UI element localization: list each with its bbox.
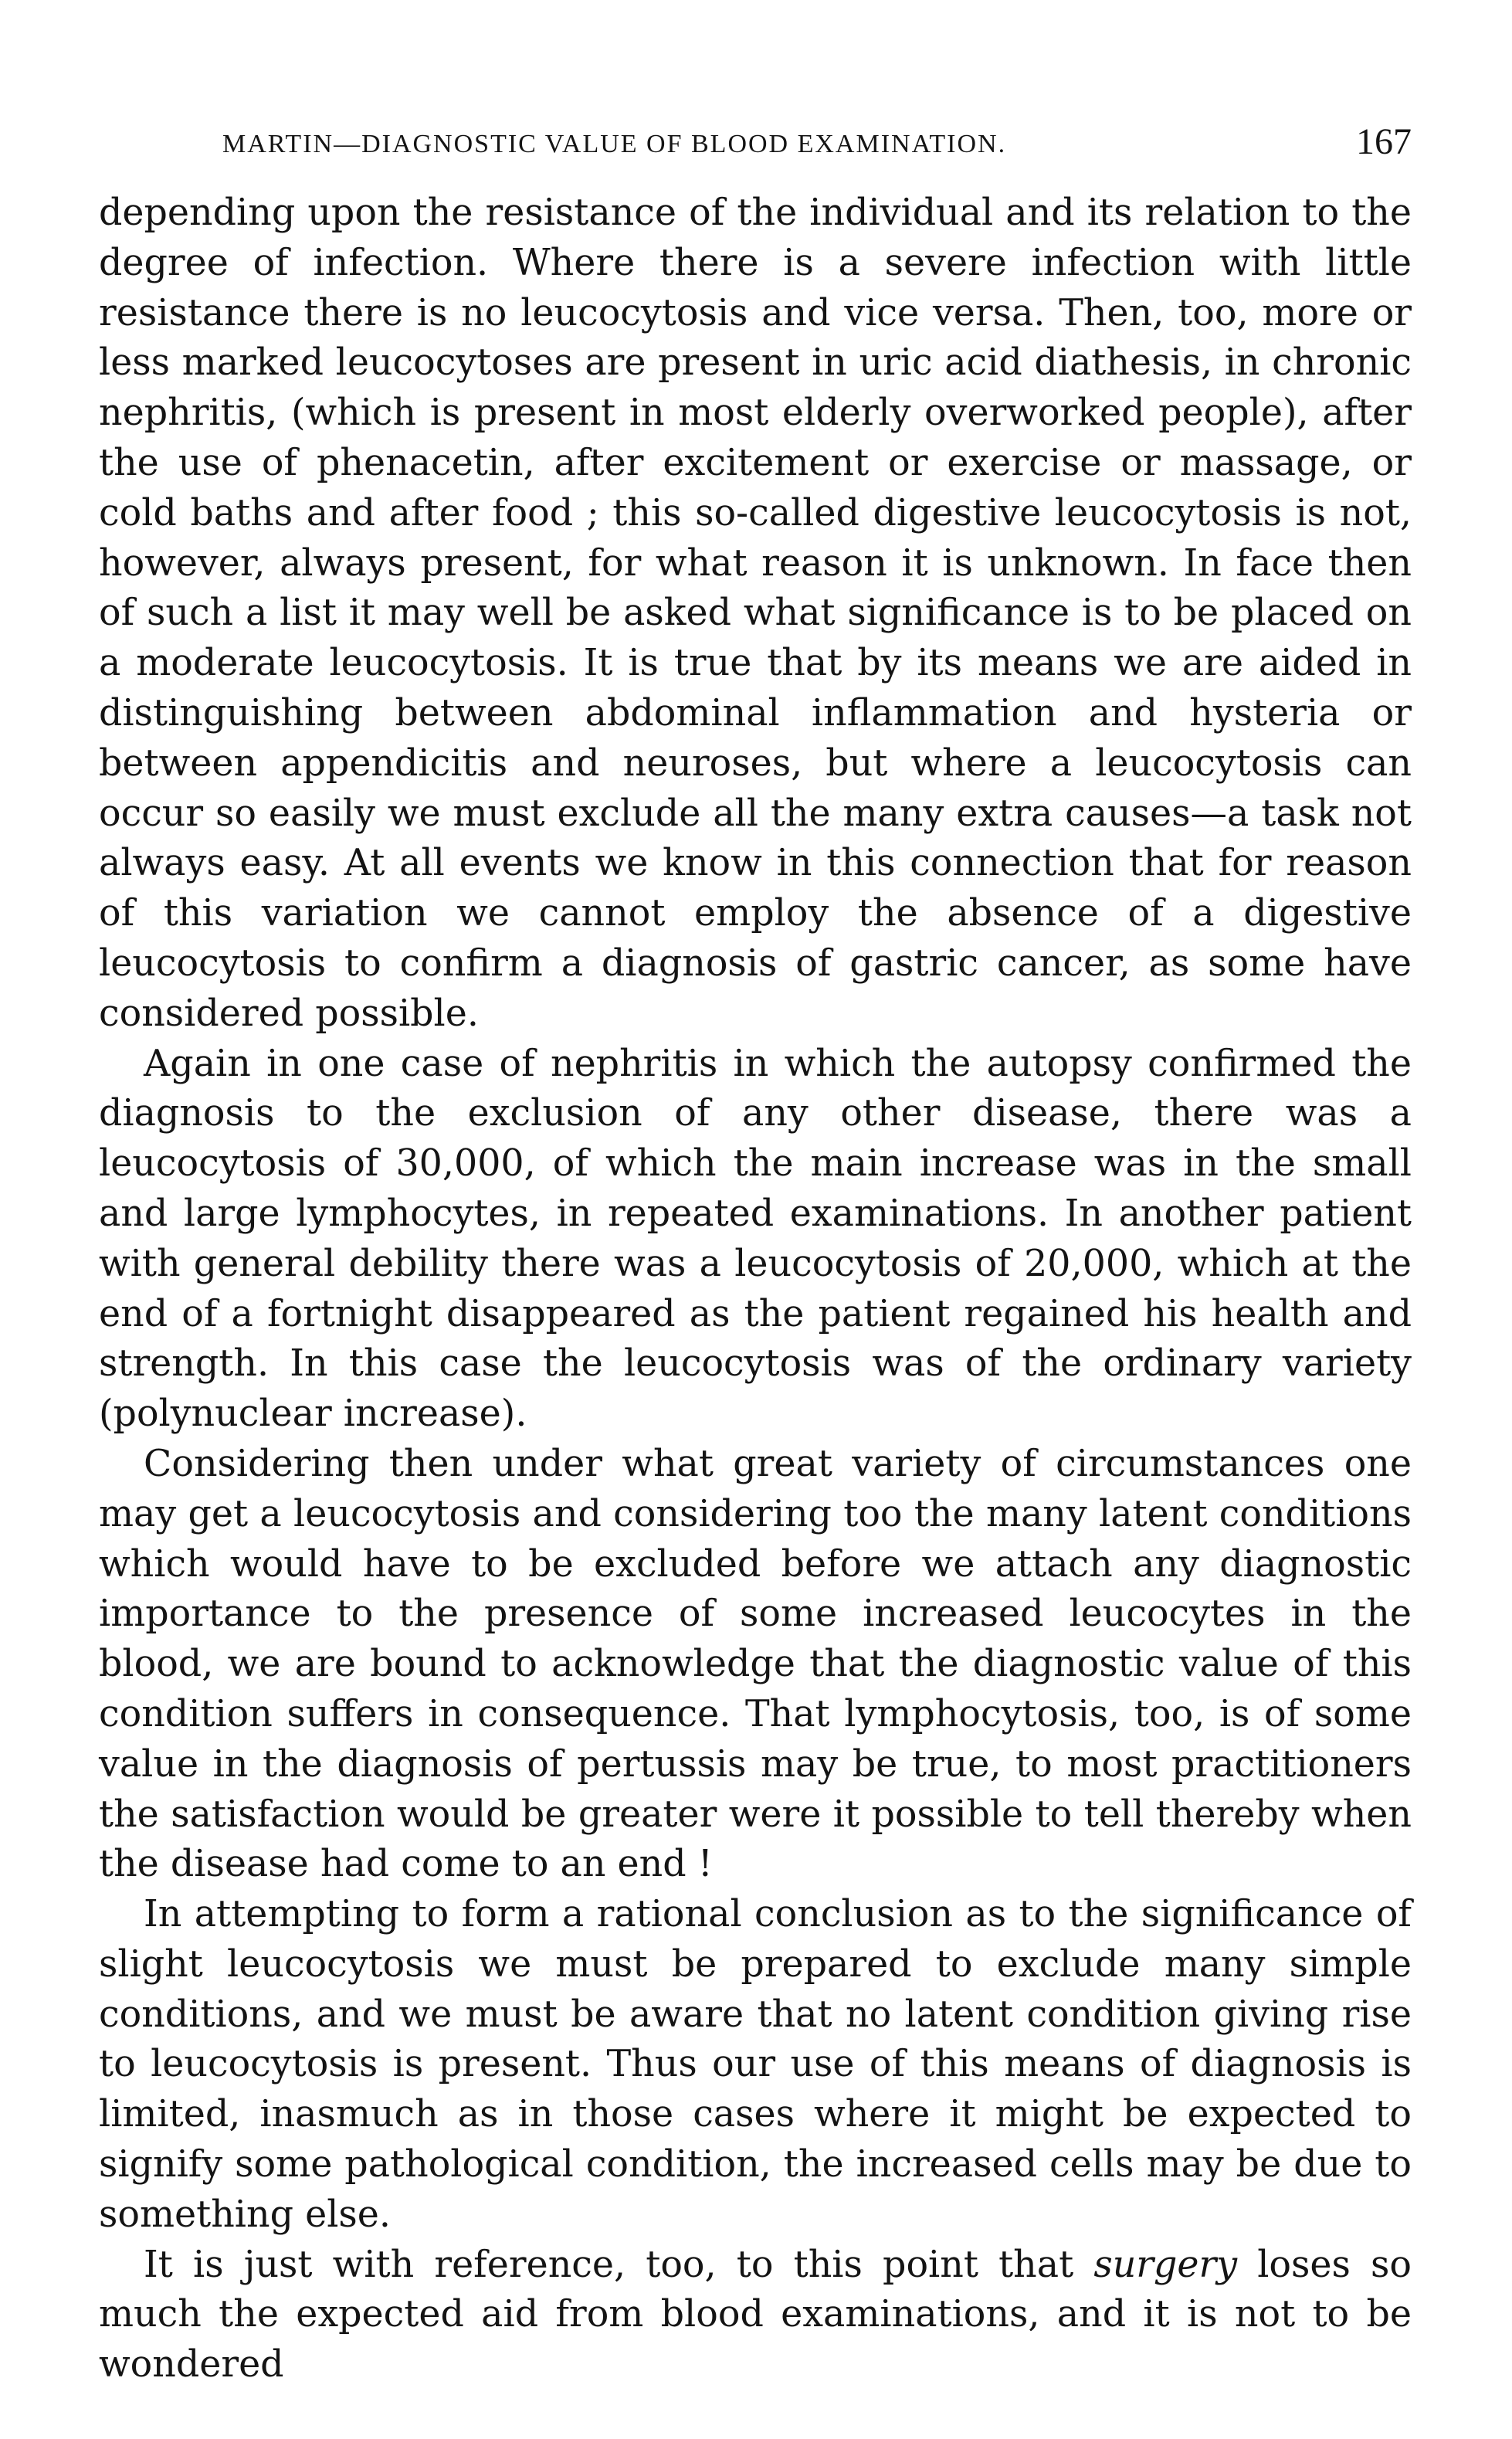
page-number: 167 [1356,121,1412,162]
paragraph-surgery [99,2241,1412,2390]
paragraph-continued: depending upon the resistance of the individual and its relation to the degree of infection. Where there is a severe infection with little resistance there is no leucocytosis and vice versa. Then, too, more or less marked leucocytoses are present in uric acid diathesis, in chronic nephritis, (which is present in most elderly overworked people), after the use of phenacetin, after excitement or exercise or massage, or cold baths and after food ; this so-called digestive leucocytosis is not, however, always present, for what reason it is unknown. In face then of such a list it may well be asked what significance is to be placed on a moderate leucocytosis. It is true that by its means we are aided in distinguishing between abdominal inflammation and hysteria or between appendicitis and neuroses, but where a leucocytosis can occur so easily we must exclude all the many extra causes—a task not always easy. At all events we know in this connection that for reason of this variation we cannot employ the absence of a digestive leucocytosis to confirm a diagnosis of gastric cancer, as some have considered possible. [99,192,1412,1035]
paragraph-surgery-start: It is just with reference, too, to this point that [144,2243,1094,2286]
book-page [99,116,1412,2390]
running-title: MARTIN—DIAGNOSTIC VALUE OF BLOOD EXAMINATION. [222,130,1007,158]
running-head [99,116,1412,170]
emphasis-surgery: surgery [1093,2243,1238,2286]
paragraph-circumstances: Considering then under what great variety of circumstances one may get a leucocytosis and considering too the many latent conditions which would have to be excluded before we attach any diagnostic importance to the presence of some increased leucocytes in the blood, we are bound to acknowledge that the diagnostic value of this condition suffers in consequence. That lymphocytosis, too, is of some value in the diagnosis of pertussis may be true, to most practitioners the satisfaction would be greater were it possible to tell thereby when the disease had come to an end ! [99,1442,1412,1886]
body-text [99,188,1412,2390]
paragraph-rational-conclusion: In attempting to form a rational conclusion as to the significance of slight leucocytosis we must be prepared to exclude many simple conditions, and we must be aware that no latent condition giving rise to leucocytosis is present. Thus our use of this means of diagnosis is limited, inasmuch as in those cases where it might be expected to signify some pathological condition, the increased cells may be due to something else. [99,1893,1412,2236]
paragraph-surgery-end: loses so much the expected aid from blood examinations, and it is not to be wondered [99,2243,1412,2386]
paragraph-nephritis-case: Again in one case of nephritis in which the autopsy confirmed the diagnosis to the exclusion of any other disease, there was a leucocytosis of 30,000, of which the main increase was in the small and large lymphocytes, in repeated examinations. In another patient with general debility there was a leucocytosis of 20,000, which at the end of a fortnight disappeared as the patient regained his health and strength. In this case the leucocytosis was of the ordinary variety (polynuclear increase). [99,1042,1412,1436]
